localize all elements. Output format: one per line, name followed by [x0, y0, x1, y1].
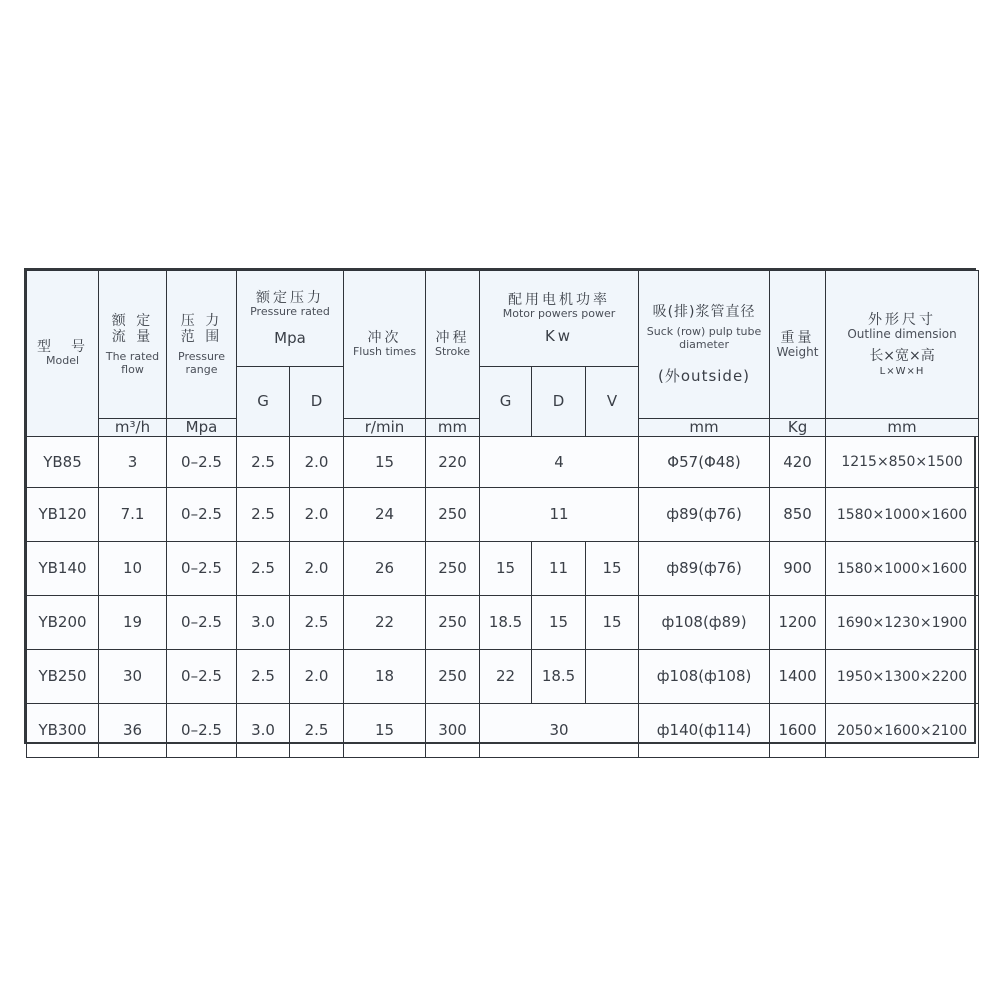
- header-rated-pressure-unit: Mpa: [274, 329, 306, 348]
- header-stroke-en: Stroke: [434, 345, 471, 359]
- header-rated-pressure-en: Pressure rated: [250, 304, 330, 318]
- cell-weight: 1200: [770, 596, 826, 650]
- cell-flush: 24: [344, 488, 426, 542]
- cell-weight: 1600: [770, 704, 826, 758]
- header-motor-v: V: [586, 367, 639, 437]
- header-motor-unit: Kw: [544, 327, 574, 346]
- header-rated-pressure-zh: 额定压力: [256, 289, 324, 306]
- cell-model: YB85: [27, 437, 99, 488]
- cell-pressure-d: 2.5: [290, 596, 344, 650]
- cell-flow: 7.1: [99, 488, 167, 542]
- cell-stroke: 250: [426, 488, 480, 542]
- cell-pressure-g: 2.5: [237, 488, 290, 542]
- header-weight-en: Weight: [776, 344, 819, 359]
- header-flow: [99, 271, 167, 419]
- cell-pulp-diameter: ф140(ф114): [639, 704, 770, 758]
- cell-model: YB120: [27, 488, 99, 542]
- cell-pressure-d: 2.0: [290, 437, 344, 488]
- cell-dimension: 1215×850×1500: [826, 437, 979, 488]
- cell-weight: 850: [770, 488, 826, 542]
- header-model-en: Model: [45, 354, 80, 368]
- header-pulp-zh: 吸(排)浆管直径: [652, 304, 756, 321]
- header-flow-unit: [99, 419, 167, 437]
- cell-dimension: 1580×1000×1600: [826, 542, 979, 596]
- cell-stroke: 220: [426, 437, 480, 488]
- header-pressure-range-zh: 压 力 范 围: [180, 312, 223, 345]
- cell-motor-d: 18.5: [532, 650, 586, 704]
- cell-flush: 15: [344, 704, 426, 758]
- cell-model: YB140: [27, 542, 99, 596]
- header-flow-zh: 额 定 流 量: [111, 312, 154, 345]
- cell-pulp-diameter: ф89(ф76): [639, 542, 770, 596]
- header-model: [27, 271, 99, 437]
- cell-model: YB300: [27, 704, 99, 758]
- header-dimension-unit: mm: [826, 419, 979, 437]
- cell-dimension: 1690×1230×1900: [826, 596, 979, 650]
- header-dimension-zh: 外形尺寸: [868, 311, 937, 328]
- cell-motor-d: 15: [532, 596, 586, 650]
- header-stroke-zh: 冲程: [435, 330, 470, 347]
- cell-motor-power: 4: [480, 437, 639, 488]
- spec-table-grid: [26, 270, 979, 758]
- header-motor: [480, 271, 639, 367]
- header-weight-unit: Kg: [770, 419, 826, 437]
- header-pulp-en: Suck (row) pulp tube diameter: [646, 325, 762, 351]
- cell-motor-power: 30: [480, 704, 639, 758]
- header-flush-en: Flush times: [352, 345, 417, 359]
- cell-motor-v: 15: [586, 542, 639, 596]
- cell-pressure-d: 2.0: [290, 542, 344, 596]
- cell-pressure-g: 2.5: [237, 650, 290, 704]
- cell-stroke: 250: [426, 650, 480, 704]
- cell-motor-d: 11: [532, 542, 586, 596]
- header-motor-zh: 配用电机功率: [508, 291, 611, 308]
- header-pulp-outside: (外outside): [658, 366, 751, 385]
- cell-motor-v: 15: [586, 596, 639, 650]
- table-row: [27, 542, 979, 596]
- cell-motor-v: [586, 650, 639, 704]
- cell-motor-power: 11: [480, 488, 639, 542]
- cell-flow: 3: [99, 437, 167, 488]
- cell-dimension: 1950×1300×2200: [826, 650, 979, 704]
- header-flush: [344, 271, 426, 419]
- header-flush-zh: 冲次: [367, 330, 402, 347]
- table-row: [27, 704, 979, 758]
- header-flush-unit: r/min: [344, 419, 426, 437]
- header-pressure-range-en: Pressure range: [178, 349, 225, 376]
- cell-pressure-range: 0–2.5: [167, 437, 237, 488]
- cell-model: YB250: [27, 650, 99, 704]
- cell-pressure-range: 0–2.5: [167, 488, 237, 542]
- header-pulp-unit: mm: [639, 419, 770, 437]
- cell-model: YB200: [27, 596, 99, 650]
- header-stroke-unit: mm: [426, 419, 480, 437]
- cell-pressure-d: 2.5: [290, 704, 344, 758]
- table-body: [27, 437, 979, 758]
- cell-stroke: 250: [426, 596, 480, 650]
- cell-motor-g: 15: [480, 542, 532, 596]
- header-dimension-zh2: 长×宽×高: [869, 347, 935, 364]
- table-row: [27, 596, 979, 650]
- cell-pressure-d: 2.0: [290, 650, 344, 704]
- header-pulp: [639, 271, 770, 419]
- cell-flush: 15: [344, 437, 426, 488]
- cell-pulp-diameter: Φ57(Φ48): [639, 437, 770, 488]
- cell-pressure-g: 3.0: [237, 596, 290, 650]
- header-rated-pressure-g: G: [237, 367, 290, 437]
- header-stroke: [426, 271, 480, 419]
- header-flow-en: The rated flow: [105, 349, 160, 376]
- cell-weight: 1400: [770, 650, 826, 704]
- table-row: [27, 437, 979, 488]
- cell-dimension: 2050×1600×2100: [826, 704, 979, 758]
- cell-stroke: 300: [426, 704, 480, 758]
- header-pressure-range-unit: Mpa: [167, 419, 237, 437]
- cell-weight: 900: [770, 542, 826, 596]
- header-motor-en: Motor powers power: [502, 306, 616, 320]
- cell-flush: 22: [344, 596, 426, 650]
- cell-flow: 19: [99, 596, 167, 650]
- cell-pressure-range: 0–2.5: [167, 704, 237, 758]
- cell-pulp-diameter: ф108(ф108): [639, 650, 770, 704]
- cell-pressure-range: 0–2.5: [167, 596, 237, 650]
- cell-flush: 18: [344, 650, 426, 704]
- header-dimension: [826, 271, 979, 419]
- cell-pressure-g: 2.5: [237, 542, 290, 596]
- header-motor-g: G: [480, 367, 532, 437]
- cell-motor-g: 22: [480, 650, 532, 704]
- table-row: [27, 650, 979, 704]
- cell-dimension: 1580×1000×1600: [826, 488, 979, 542]
- cell-pulp-diameter: ф108(ф89): [639, 596, 770, 650]
- header-motor-d: D: [532, 367, 586, 437]
- cell-flow: 30: [99, 650, 167, 704]
- header-flow-unit-text: m³/h: [114, 418, 151, 436]
- cell-weight: 420: [770, 437, 826, 488]
- cell-flush: 26: [344, 542, 426, 596]
- header-rated-pressure: [237, 271, 344, 367]
- cell-pressure-g: 2.5: [237, 437, 290, 488]
- spec-table: [24, 268, 976, 744]
- cell-pressure-range: 0–2.5: [167, 542, 237, 596]
- cell-pressure-g: 3.0: [237, 704, 290, 758]
- cell-motor-g: 18.5: [480, 596, 532, 650]
- header-model-zh: 型 号: [37, 339, 88, 356]
- header-dimension-lwh: L×W×H: [879, 365, 925, 377]
- header-pressure-range: [167, 271, 237, 419]
- cell-flow: 36: [99, 704, 167, 758]
- cell-pressure-d: 2.0: [290, 488, 344, 542]
- cell-flow: 10: [99, 542, 167, 596]
- table-row: [27, 488, 979, 542]
- header-weight-zh: 重量: [780, 329, 815, 346]
- cell-pulp-diameter: ф89(ф76): [639, 488, 770, 542]
- cell-stroke: 250: [426, 542, 480, 596]
- header-weight: [770, 271, 826, 419]
- header-dimension-en: Outline dimension: [847, 326, 957, 341]
- header-rated-pressure-d: D: [290, 367, 344, 437]
- cell-pressure-range: 0–2.5: [167, 650, 237, 704]
